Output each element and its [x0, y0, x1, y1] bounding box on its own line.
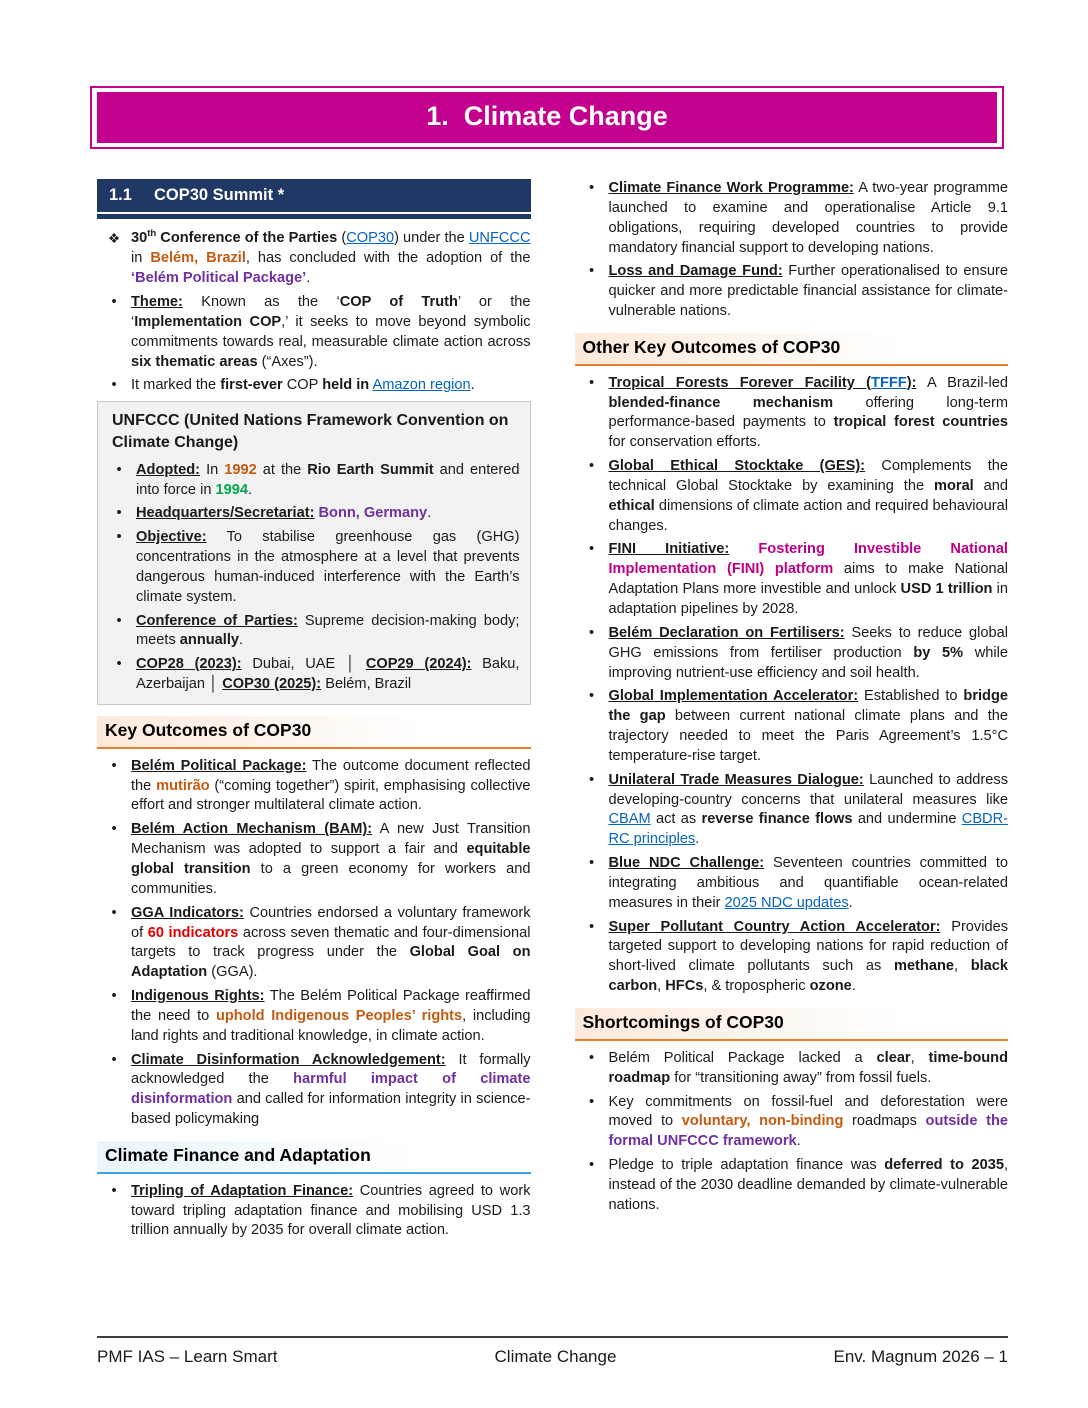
bullet-text — [136, 461, 520, 501]
page-footer — [97, 1336, 1008, 1367]
section-bar-shadow — [97, 214, 531, 219]
bullet-text — [609, 1049, 1009, 1089]
column-heading: Other Key Outcomes of COP30 — [575, 333, 1009, 366]
bullet-item — [575, 687, 1009, 766]
dot-bullet-icon: • — [588, 771, 595, 788]
bullet-item — [102, 655, 520, 695]
text-segment: Dubai, UAE │ — [241, 656, 366, 673]
inline-link[interactable]: 2025 NDC updates — [724, 894, 849, 911]
bullet-item — [97, 229, 531, 289]
text-segment: act as — [650, 811, 702, 828]
text-segment: , has concluded with the adoption of the — [245, 250, 531, 267]
dot-bullet-icon: • — [111, 1051, 117, 1068]
text-segment: A new Just Transition Mechanism was adopted to support a fair and — [131, 821, 531, 858]
text-segment: Global Ethical Stocktake (GES): — [608, 458, 866, 475]
text-segment: six thematic areas — [131, 353, 258, 370]
text-segment: (“coming together”) spirit, emphasising collective effort and stronger multilateral climate action. — [131, 777, 531, 814]
inline-link[interactable]: UNFCCC — [468, 230, 531, 247]
text-segment: harmful impact of climate disinformation — [131, 1071, 531, 1108]
text-segment: Baku, Azerbaijan │ — [136, 656, 520, 693]
text-segment: Further operationalised to ensure quicker and more predictable financial assistance for climate-vulnerable nations. — [608, 263, 1008, 320]
dot-bullet-icon: • — [116, 612, 122, 629]
footer-brand: PMF IAS – Learn Smart — [97, 1347, 278, 1366]
section-number: 1.1 — [109, 186, 132, 204]
text-segment: ( — [337, 230, 347, 247]
text-segment: Key commitments on fossil-fuel and deforestation were moved to — [608, 1093, 1008, 1130]
text-segment: Known as the ‘ — [182, 293, 340, 310]
text-segment: Supreme decision-making body; meets — [136, 612, 520, 649]
text-segment: offering long-term performance-based payments to — [608, 394, 1008, 431]
column-heading: Shortcomings of COP30 — [575, 1008, 1009, 1041]
bullet-text — [609, 374, 1009, 453]
text-segment: mutirão — [156, 777, 210, 794]
bullet-text — [131, 1182, 531, 1242]
text-segment: Belém Political Package: — [131, 757, 307, 774]
text-segment: HFCs — [665, 978, 704, 995]
inline-link[interactable]: COP30 — [346, 230, 395, 247]
text-segment: ‘Belém Political Package’ — [131, 270, 307, 287]
bullet-text — [609, 457, 1009, 536]
text-segment: deferred to 2035 — [884, 1157, 1004, 1174]
title-banner — [90, 86, 1004, 149]
text-segment: . — [851, 978, 856, 995]
text-segment: outside the formal UNFCCC framework — [608, 1113, 1008, 1150]
content-columns — [97, 179, 1008, 1245]
text-segment: , instead of the 2030 deadline demanded by climate-vulnerable nations. — [608, 1157, 1008, 1213]
info-box-title — [102, 410, 520, 454]
text-segment: 1992 — [224, 461, 257, 478]
text-segment: Theme: — [131, 293, 183, 310]
bullet-text — [609, 771, 1009, 850]
text-segment: and undermine — [852, 811, 962, 828]
text-segment: Headquarters/Secretariat: — [136, 505, 315, 522]
text-segment: . — [239, 632, 244, 649]
bullet-text — [609, 687, 1009, 766]
text-segment: bridge the gap — [608, 688, 1008, 725]
text-segment: tropical forest countries — [833, 414, 1008, 431]
text-segment: UNFCCC (United Nations Framework Convention on Climate Change) — [112, 412, 509, 451]
text-segment: Provides targeted support to developing nations for rapid reduction of short-lived climate pollutants such as — [608, 918, 1008, 975]
inline-link[interactable]: CBAM — [608, 811, 651, 828]
bullet-item — [97, 376, 531, 396]
text-segment: annually — [179, 632, 239, 649]
bullet-item — [575, 854, 1009, 914]
bullet-text — [609, 854, 1009, 914]
bullet-text — [136, 612, 520, 652]
text-segment: ’ or the ‘ — [131, 293, 531, 330]
dot-bullet-icon: • — [111, 757, 117, 774]
text-segment: , — [910, 1049, 929, 1066]
text-segment: Climate Finance Work Programme: — [608, 180, 854, 196]
bullet-text — [609, 262, 1009, 322]
text-segment: 60 indicators — [147, 924, 239, 941]
text-segment: Global Implementation Accelerator: — [608, 688, 859, 705]
bullet-text — [136, 528, 520, 607]
text-segment: A Brazil-led — [916, 374, 1008, 391]
text-segment: (“Axes”). — [257, 353, 318, 370]
dot-bullet-icon: • — [111, 904, 117, 921]
text-segment: Fostering Investible National Implementation (FINI) platform — [608, 541, 1008, 578]
bullet-text — [131, 757, 531, 817]
text-segment: Indigenous Rights: — [131, 988, 265, 1005]
text-segment: . — [695, 831, 700, 848]
column-heading: Key Outcomes of COP30 — [97, 716, 531, 749]
text-segment: Conference of the Parties — [156, 230, 338, 247]
dot-bullet-icon: • — [588, 855, 595, 872]
bullet-text — [131, 376, 531, 396]
text-segment: voluntary, non-binding — [681, 1113, 844, 1130]
text-segment: 30 — [131, 230, 148, 247]
text-segment: for “transitioning away” from fossil fuels. — [670, 1069, 932, 1086]
bullet-item — [97, 1051, 531, 1130]
text-segment: . — [470, 377, 475, 394]
bullet-item — [575, 457, 1009, 536]
text-segment: while improving nutrient-use efficiency and soil health. — [608, 644, 1009, 681]
text-segment: Belém Political Package lacked a — [608, 1049, 877, 1066]
text-segment: in adaptation pipelines by 2028. — [608, 581, 1009, 617]
bullet-text — [136, 504, 520, 524]
bullet-item — [97, 1182, 531, 1242]
bullet-text — [609, 624, 1009, 684]
dot-bullet-icon: • — [588, 1049, 595, 1066]
text-segment: The outcome document reflected the — [131, 757, 531, 794]
dot-bullet-icon: • — [116, 656, 122, 673]
bullet-item — [97, 820, 531, 899]
bullet-text — [131, 293, 531, 372]
text-segment: . — [848, 894, 853, 911]
text-segment: To stabilise greenhouse gas (GHG) concentrations in the atmosphere at a level that prevents dangerous human-induced interference with the Earth’s climate system. — [136, 529, 520, 605]
text-segment: first-ever — [220, 377, 283, 394]
text-segment — [729, 541, 758, 557]
text-segment: . — [427, 505, 432, 522]
text-segment: ethical — [608, 497, 655, 514]
dot-bullet-icon: • — [588, 541, 595, 558]
text-segment: blended-finance mechanism — [608, 394, 834, 411]
text-segment: Countries agreed to work toward tripling adaptation finance and mobilising USD 1.3 trillion annually by 2035 for overall climate action. — [131, 1182, 531, 1239]
text-segment: Seventeen countries committed to integrating ambitious and quantifiable ocean-related measures in their — [608, 855, 1009, 911]
section-title-bar — [97, 179, 531, 219]
text-segment: , — [953, 958, 971, 975]
text-segment: ozone — [809, 978, 852, 995]
bullet-item — [575, 540, 1009, 619]
text-segment: Countries endorsed a voluntary framework of — [131, 904, 531, 941]
text-segment: ,’ it seeks to move beyond symbolic commitments towards real, measurable climate action across — [131, 313, 531, 350]
dot-bullet-icon: • — [588, 374, 595, 391]
text-segment: th — [147, 228, 157, 240]
text-segment: COP29 (2024): — [365, 656, 472, 673]
inline-link[interactable]: CBDR-RC principles — [608, 811, 1008, 848]
text-segment: COP — [282, 377, 323, 394]
chapter-title: 1. Climate Change — [97, 92, 997, 143]
text-segment: for conservation efforts. — [608, 434, 761, 451]
dot-bullet-icon: • — [588, 918, 595, 935]
text-segment: Belém Declaration on Fertilisers: — [608, 624, 845, 641]
text-segment: (GGA). — [207, 964, 258, 981]
dot-bullet-icon: • — [588, 263, 595, 280]
text-segment: Belém Action Mechanism (BAM): — [131, 821, 373, 838]
bullet-item — [575, 374, 1009, 453]
column-heading: Climate Finance and Adaptation — [97, 1141, 531, 1174]
text-segment: Tropical Forests Forever Facility ( — [608, 374, 872, 391]
bullet-text — [609, 1156, 1009, 1216]
text-segment: by 5% — [913, 644, 964, 661]
text-segment: dimensions of climate action and required behavioural changes. — [608, 497, 1008, 534]
text-segment: clear — [876, 1049, 911, 1066]
dot-bullet-icon: • — [588, 688, 595, 705]
text-segment: It marked the — [131, 377, 221, 394]
dot-bullet-icon: • — [111, 293, 117, 310]
text-segment: . — [247, 481, 253, 498]
text-segment: GGA Indicators: — [131, 904, 244, 921]
text-segment: , & tropospheric — [703, 978, 810, 995]
diamond-bullet-icon: ❖ — [107, 231, 121, 247]
text-segment: Belém, Brazil — [150, 250, 246, 267]
text-segment: Super Pollutant Country Action Accelerator: — [608, 918, 941, 935]
text-segment: methane — [893, 958, 954, 975]
footer-chapter: Climate Change — [494, 1347, 617, 1366]
dot-bullet-icon: • — [588, 1093, 595, 1110]
text-segment: aims to make National Adaptation Plans more investible and unlock — [608, 561, 1008, 598]
text-segment: to a green economy for workers and communities. — [131, 860, 531, 897]
inline-link[interactable]: TFFF — [871, 374, 907, 391]
bullet-text — [131, 229, 531, 289]
text-segment: at the — [256, 461, 308, 478]
bullet-item — [575, 771, 1009, 850]
text-segment: The Belém Political Package reaffirmed the need to — [131, 988, 531, 1024]
dot-bullet-icon: • — [111, 821, 117, 838]
text-segment: Conference of Parties: — [136, 612, 298, 629]
text-segment: . — [796, 1133, 801, 1150]
bullet-item — [97, 904, 531, 983]
text-segment: Tripling of Adaptation Finance: — [131, 1182, 354, 1199]
text-segment: and entered into force in — [136, 461, 520, 498]
text-segment: ) under the — [394, 230, 469, 247]
text-segment: Objective: — [136, 529, 207, 546]
text-segment: across seven thematic and four-dimensional targets to track progress under the — [131, 924, 531, 961]
bullet-item — [102, 504, 520, 524]
bullet-text — [609, 918, 1009, 997]
footer-edition: Env. Magnum 2026 – 1 — [833, 1347, 1008, 1366]
text-segment: and — [973, 477, 1008, 494]
section-bar — [97, 179, 531, 212]
bullet-item — [575, 1093, 1009, 1153]
text-segment: black carbon — [608, 958, 1009, 995]
text-segment: equitable global transition — [131, 841, 531, 877]
dot-bullet-icon: • — [588, 180, 595, 196]
text-segment: A two-year programme launched to examine and operationalise Article 9.1 obligations, requiring developed countries to provide mandatory financial support to developing nations. — [608, 180, 1008, 256]
bullet-text — [609, 1093, 1009, 1153]
text-segment: Blue NDC Challenge: — [608, 855, 765, 872]
bullet-item — [102, 461, 520, 501]
bullet-item — [97, 757, 531, 817]
inline-link[interactable]: Amazon region — [372, 377, 471, 394]
dot-bullet-icon: • — [588, 458, 595, 475]
text-segment: Established to — [858, 688, 964, 705]
text-segment: held in — [322, 377, 370, 394]
bullet-item — [575, 262, 1009, 322]
bullet-item — [97, 293, 531, 372]
section-title: COP30 Summit * — [153, 186, 285, 204]
text-segment: time-bound roadmap — [608, 1049, 1008, 1086]
bullet-text — [136, 655, 520, 695]
text-segment: and called for information integrity in science-based policymaking — [131, 1091, 531, 1128]
bullet-text — [131, 904, 531, 983]
text-segment: , including land rights and traditional knowledge, in climate action. — [131, 1007, 531, 1044]
text-segment: Global Goal on Adaptation — [131, 944, 531, 981]
text-segment: moral — [934, 477, 974, 494]
text-segment: Loss and Damage Fund: — [608, 263, 783, 280]
right-column — [575, 179, 1009, 1220]
text-segment: FINI Initiative: — [608, 541, 730, 558]
dot-bullet-icon: • — [116, 505, 122, 522]
text-segment: Launched to address developing-country concerns that unilateral measures like — [608, 771, 1008, 808]
text-segment: Belém, Brazil — [321, 676, 412, 693]
bullet-text — [131, 820, 531, 899]
text-segment: COP of Truth — [339, 293, 458, 310]
text-segment: Pledge to triple adaptation finance was — [608, 1157, 885, 1174]
dot-bullet-icon: • — [111, 377, 117, 394]
dot-bullet-icon: • — [111, 988, 117, 1005]
bullet-text — [131, 1051, 531, 1130]
bullet-item — [97, 987, 531, 1047]
dot-bullet-icon: • — [116, 461, 122, 478]
text-segment: COP28 (2023): — [136, 656, 242, 673]
text-segment: Complements the technical Global Stocktake by examining the — [608, 458, 1008, 494]
text-segment: COP30 (2025): — [222, 676, 322, 693]
text-segment: roadmaps — [843, 1113, 926, 1130]
bullet-item — [575, 179, 1009, 258]
text-segment: Adopted: — [136, 461, 201, 478]
text-segment: It formally acknowledged the — [131, 1051, 531, 1088]
dot-bullet-icon: • — [588, 624, 595, 641]
text-segment: , — [657, 978, 666, 995]
bullet-text — [609, 540, 1009, 619]
bullet-item — [575, 1049, 1009, 1089]
text-segment: Climate Disinformation Acknowledgement: — [131, 1051, 446, 1068]
bullet-item — [575, 1156, 1009, 1216]
text-segment: Unilateral Trade Measures Dialogue: — [608, 771, 864, 788]
bullet-text — [609, 179, 1009, 258]
text-segment: In — [200, 461, 225, 478]
bullet-item — [102, 612, 520, 652]
info-box — [97, 401, 531, 705]
text-segment: 1994 — [215, 481, 248, 498]
bullet-text — [131, 987, 531, 1047]
bullet-item — [575, 918, 1009, 997]
text-segment: . — [306, 270, 311, 287]
text-segment: USD 1 trillion — [900, 581, 993, 598]
left-column — [97, 179, 531, 1245]
text-segment: in — [131, 250, 151, 267]
text-segment: Bonn, Germany — [318, 505, 428, 522]
text-segment: Implementation COP — [134, 313, 282, 330]
dot-bullet-icon: • — [588, 1157, 595, 1174]
text-segment: reverse finance flows — [701, 811, 853, 828]
text-segment: Seeks to reduce global GHG emissions from fertiliser production — [608, 624, 1008, 661]
text-segment: ): — [906, 374, 917, 391]
text-segment: between current national climate plans and the trajectory needed to meet the Paris Agreement’s 1.5°C temperature-rise target. — [608, 708, 1008, 764]
text-segment: Rio Earth Summit — [307, 461, 434, 478]
bullet-item — [102, 528, 520, 607]
dot-bullet-icon: • — [116, 529, 122, 546]
dot-bullet-icon: • — [111, 1182, 117, 1199]
text-segment: uphold Indigenous Peoples’ rights — [215, 1007, 463, 1024]
bullet-item — [575, 624, 1009, 684]
